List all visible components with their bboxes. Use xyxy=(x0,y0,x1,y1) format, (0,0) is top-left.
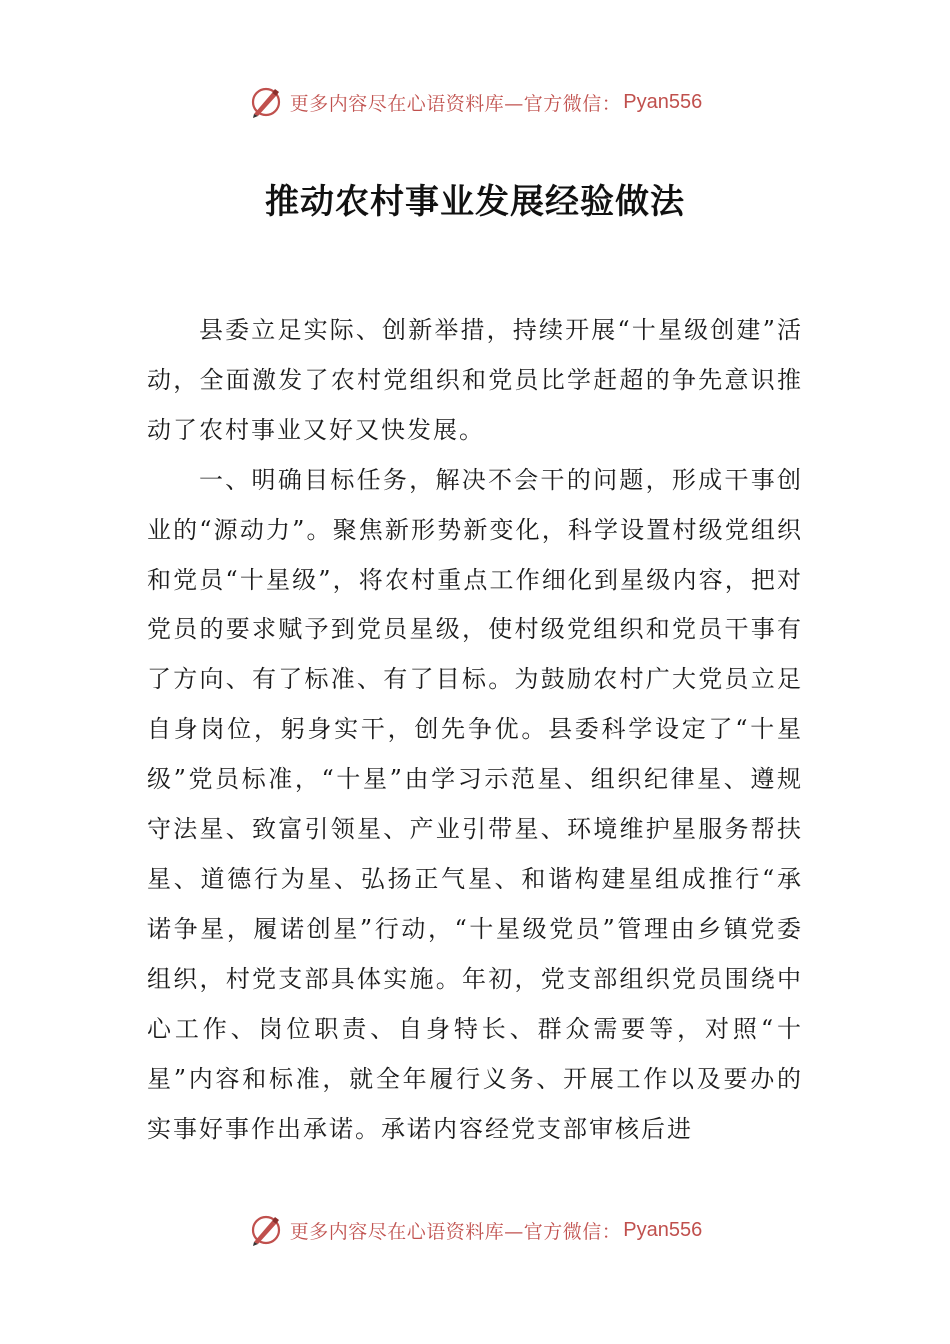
pen-logo-icon xyxy=(248,84,284,120)
header-watermark-banner xyxy=(0,82,950,122)
pen-logo-icon xyxy=(248,1212,284,1248)
watermark-text: 更多内容尽在心语资料库—官方微信： xyxy=(289,1220,622,1243)
document-body xyxy=(147,306,803,1154)
watermark-wechat-id: Pyan556 xyxy=(623,90,703,113)
paragraph: 一、明确目标任务，解决不会干的问题，形成干事创业的“源动力”。聚焦新形势新变化，科学设置村级党组织和党员“十星级”，将农村重点工作细化到星级内容，把对党员的要求赋予到党员星级，使村级党组织和党员干事有了方向、有了标准、有了目标。为鼓励农村广大党员立足自身岗位，躬身实干，创先争优。县委科学设定了“十星级”党员标准，“十星”由学习示范星、组织纪律星、遵规守法星、致富引领星、产业引带星、环境维护星服务帮扶星、道德行为星、弘扬正气星、和谐构建星组成推行“承诺争星，履诺创星”行动，“十星级党员”管理由乡镇党委组织，村党支部具体实施。年初，党支部组织党员围绕中心工作、岗位职责、自身特长、群众需要等，对照“十星”内容和标准，就全年履行义务、开展工作以及要办的实事好事作出承诺。承诺内容经党支部审核后进 xyxy=(147,465,803,1143)
watermark-text: 更多内容尽在心语资料库—官方微信： xyxy=(289,92,622,115)
footer-watermark-banner xyxy=(0,1210,950,1250)
document-title: 推动农村事业发展经验做法 xyxy=(265,182,685,222)
paragraph: 县委立足实际、创新举措，持续开展“十星级创建”活动，全面激发了农村党组织和党员比学赶超的争先意识推动了农村事业又好又快发展。 xyxy=(147,316,803,444)
watermark-wechat-id: Pyan556 xyxy=(623,1218,703,1241)
